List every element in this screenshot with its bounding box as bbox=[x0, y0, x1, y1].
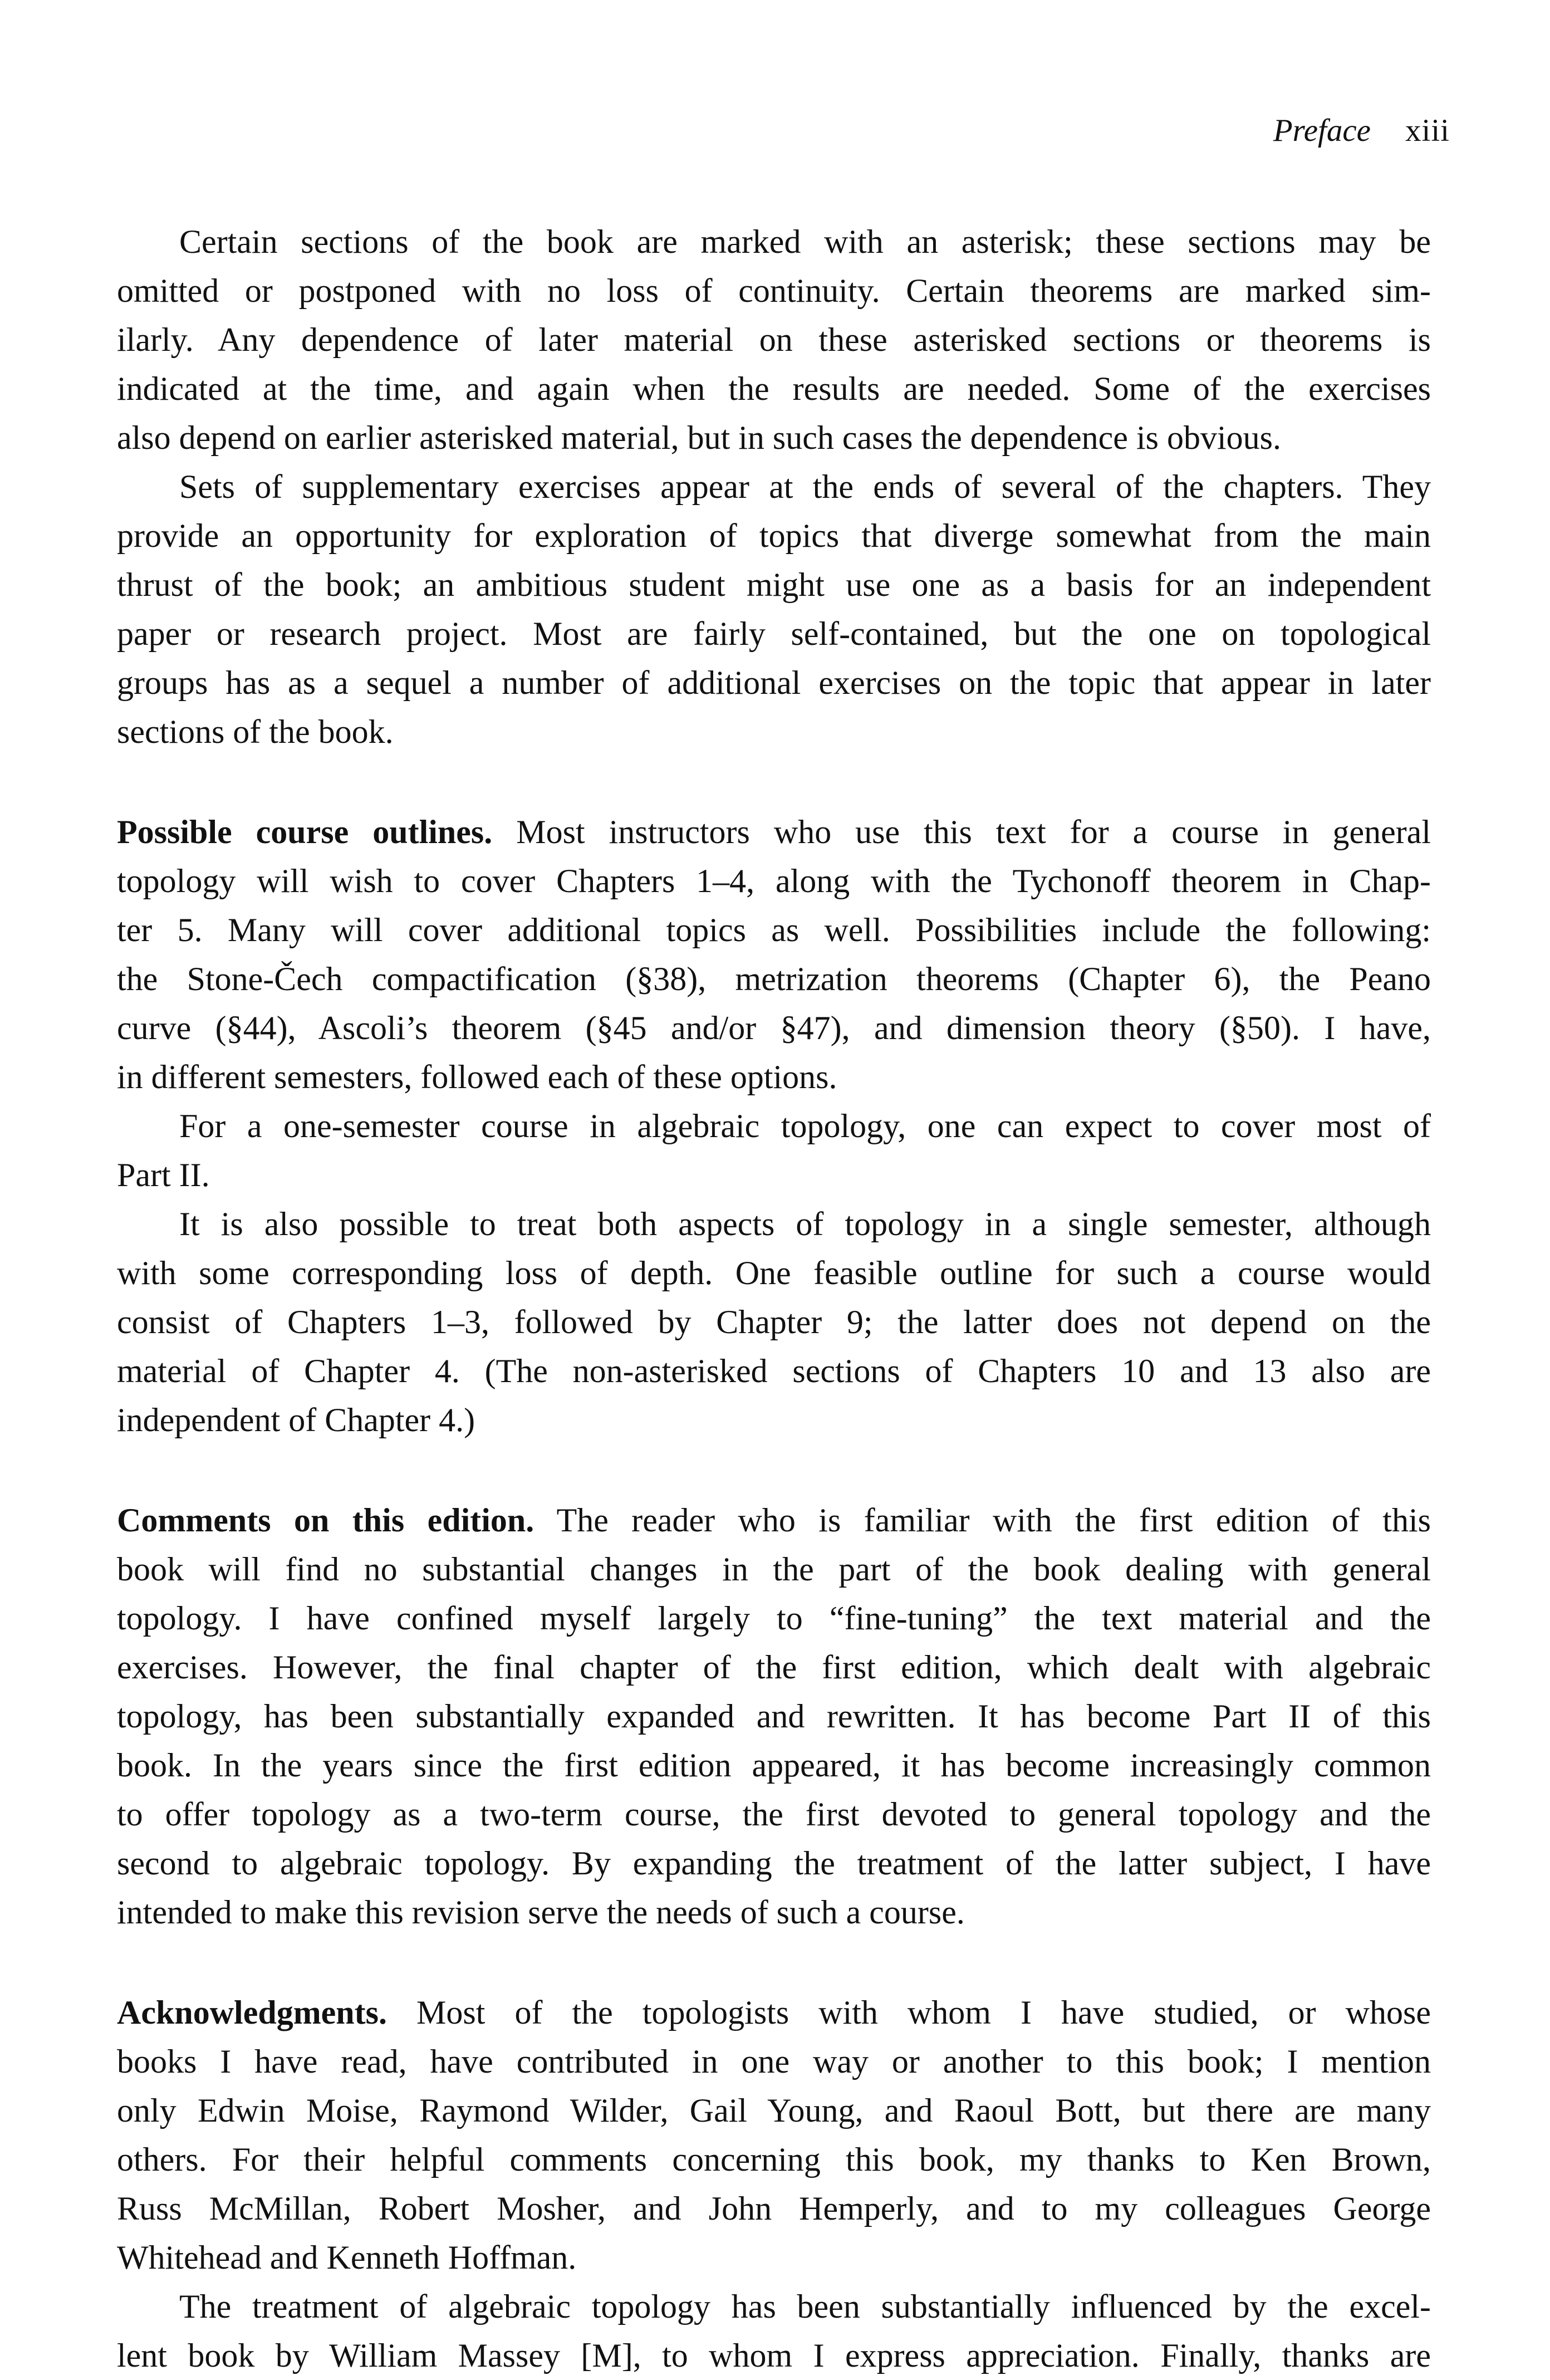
paragraph-acknowledgments bbox=[117, 1988, 1431, 2282]
text-line: consist of Chapters 1–3, followed by Chapter 9; the latter does not depend on the bbox=[117, 1304, 1431, 1340]
section-heading-course-outlines: Possible course outlines. bbox=[117, 814, 493, 850]
text-line: in different semesters, followed each of these options. bbox=[117, 1059, 837, 1095]
text-line: independent of Chapter 4.) bbox=[117, 1402, 475, 1438]
paragraph-supplementary-exercises bbox=[117, 462, 1431, 756]
text-line: ilarly. Any dependence of later material on these asterisked sections or theorems is bbox=[117, 321, 1431, 358]
section-gap bbox=[117, 1444, 1431, 1496]
section-gap bbox=[117, 1937, 1431, 1988]
text-line: indicated at the time, and again when the results are needed. Some of the exercises bbox=[117, 370, 1431, 407]
text-line bbox=[117, 1988, 1431, 2037]
text-line: others. For their helpful comments concerning this book, my thanks to Ken Brown, bbox=[117, 2141, 1431, 2178]
running-head bbox=[1273, 111, 1450, 150]
text-line: topology, has been substantially expanded and rewritten. It has become Part II of this bbox=[117, 1698, 1431, 1735]
text-line: groups has as a sequel a number of additional exercises on the topic that appear in later bbox=[117, 664, 1431, 701]
page-number: xiii bbox=[1405, 113, 1450, 148]
text-line: book. In the years since the first edition appeared, it has become increasingly common bbox=[117, 1747, 1431, 1784]
text-line: Whitehead and Kenneth Hoffman. bbox=[117, 2239, 577, 2276]
text-line: ter 5. Many will cover additional topics as well. Possibilities include the following: bbox=[117, 912, 1431, 948]
text-line: to offer topology as a two-term course, the first devoted to general topology and the bbox=[117, 1796, 1431, 1833]
text-line: topology will wish to cover Chapters 1–4, along with the Tychonoff theorem in Chap- bbox=[117, 863, 1431, 899]
text-line: lent book by William Massey [M], to whom I express appreciation. Finally, thanks are bbox=[117, 2337, 1431, 2374]
text-line: The treatment of algebraic topology has been substantially influenced by the excel- bbox=[179, 2288, 1431, 2325]
text-line: only Edwin Moise, Raymond Wilder, Gail Young, and Raoul Bott, but there are many bbox=[117, 2092, 1431, 2129]
text-line: omitted or postponed with no loss of continuity. Certain theorems are marked sim- bbox=[117, 272, 1431, 309]
text-line bbox=[117, 807, 1431, 856]
body-text bbox=[117, 217, 1431, 2380]
text-run: Most instructors who use this text for a course in general bbox=[492, 814, 1431, 850]
paragraph-comments-edition bbox=[117, 1496, 1431, 1937]
text-line: Sets of supplementary exercises appear at the ends of several of the chapters. They bbox=[179, 468, 1431, 505]
text-line: book will find no substantial changes in the part of the book dealing with general bbox=[117, 1551, 1431, 1588]
text-line: second to algebraic topology. By expanding the treatment of the latter subject, I have bbox=[117, 1845, 1431, 1882]
text-line: provide an opportunity for exploration of topics that diverge somewhat from the main bbox=[117, 517, 1431, 554]
text-run: Most of the topologists with whom I have studied, or whose bbox=[387, 1994, 1431, 2031]
text-line: exercises. However, the final chapter of the first edition, which dealt with algebraic bbox=[117, 1649, 1431, 1686]
text-line: Certain sections of the book are marked with an asterisk; these sections may be bbox=[179, 223, 1431, 260]
section-heading-acknowledgments: Acknowledgments. bbox=[117, 1994, 387, 2031]
text-line: with some corresponding loss of depth. One feasible outline for such a course would bbox=[117, 1255, 1431, 1291]
text-line: intended to make this revision serve the needs of such a course. bbox=[117, 1894, 965, 1931]
text-line: paper or research project. Most are fairly self-contained, but the one on topological bbox=[117, 615, 1431, 652]
paragraph-single-semester bbox=[117, 1199, 1431, 1444]
text-line: also depend on earlier asterisked material, but in such cases the dependence is obvious. bbox=[117, 419, 1281, 456]
text-line: topology. I have confined myself largely to “fine-tuning” the text material and the bbox=[117, 1600, 1431, 1637]
text-line: books I have read, have contributed in one way or another to this book; I mention bbox=[117, 2043, 1431, 2080]
section-gap bbox=[117, 756, 1431, 807]
paragraph-asterisk-sections bbox=[117, 217, 1431, 462]
text-line: sections of the book. bbox=[117, 713, 394, 750]
section-heading-comments: Comments on this edition. bbox=[117, 1502, 534, 1539]
text-line: Part II. bbox=[117, 1157, 210, 1193]
text-line: the Stone-Čech compactification (§38), metrization theorems (Chapter 6), the Peano bbox=[117, 961, 1431, 997]
text-line: thrust of the book; an ambitious student might use one as a basis for an independent bbox=[117, 566, 1431, 603]
text-line: For a one-semester course in algebraic topology, one can expect to cover most of bbox=[179, 1108, 1431, 1144]
text-run: The reader who is familiar with the first edition of this bbox=[534, 1502, 1431, 1539]
text-line: material of Chapter 4. (The non-asterisked sections of Chapters 10 and 13 also are bbox=[117, 1353, 1431, 1389]
paragraph-massey-thanks bbox=[117, 2282, 1431, 2380]
text-line: curve (§44), Ascoli’s theorem (§45 and/or §47), and dimension theory (§50). I have, bbox=[117, 1010, 1431, 1046]
text-line bbox=[117, 1496, 1431, 1545]
text-line: It is also possible to treat both aspects of topology in a single semester, although bbox=[179, 1206, 1431, 1242]
running-head-section: Preface bbox=[1273, 113, 1371, 148]
paragraph-course-outlines bbox=[117, 807, 1431, 1101]
paragraph-one-semester-algebraic bbox=[117, 1101, 1431, 1199]
text-line: Russ McMillan, Robert Mosher, and John Hemperly, and to my colleagues George bbox=[117, 2190, 1431, 2227]
